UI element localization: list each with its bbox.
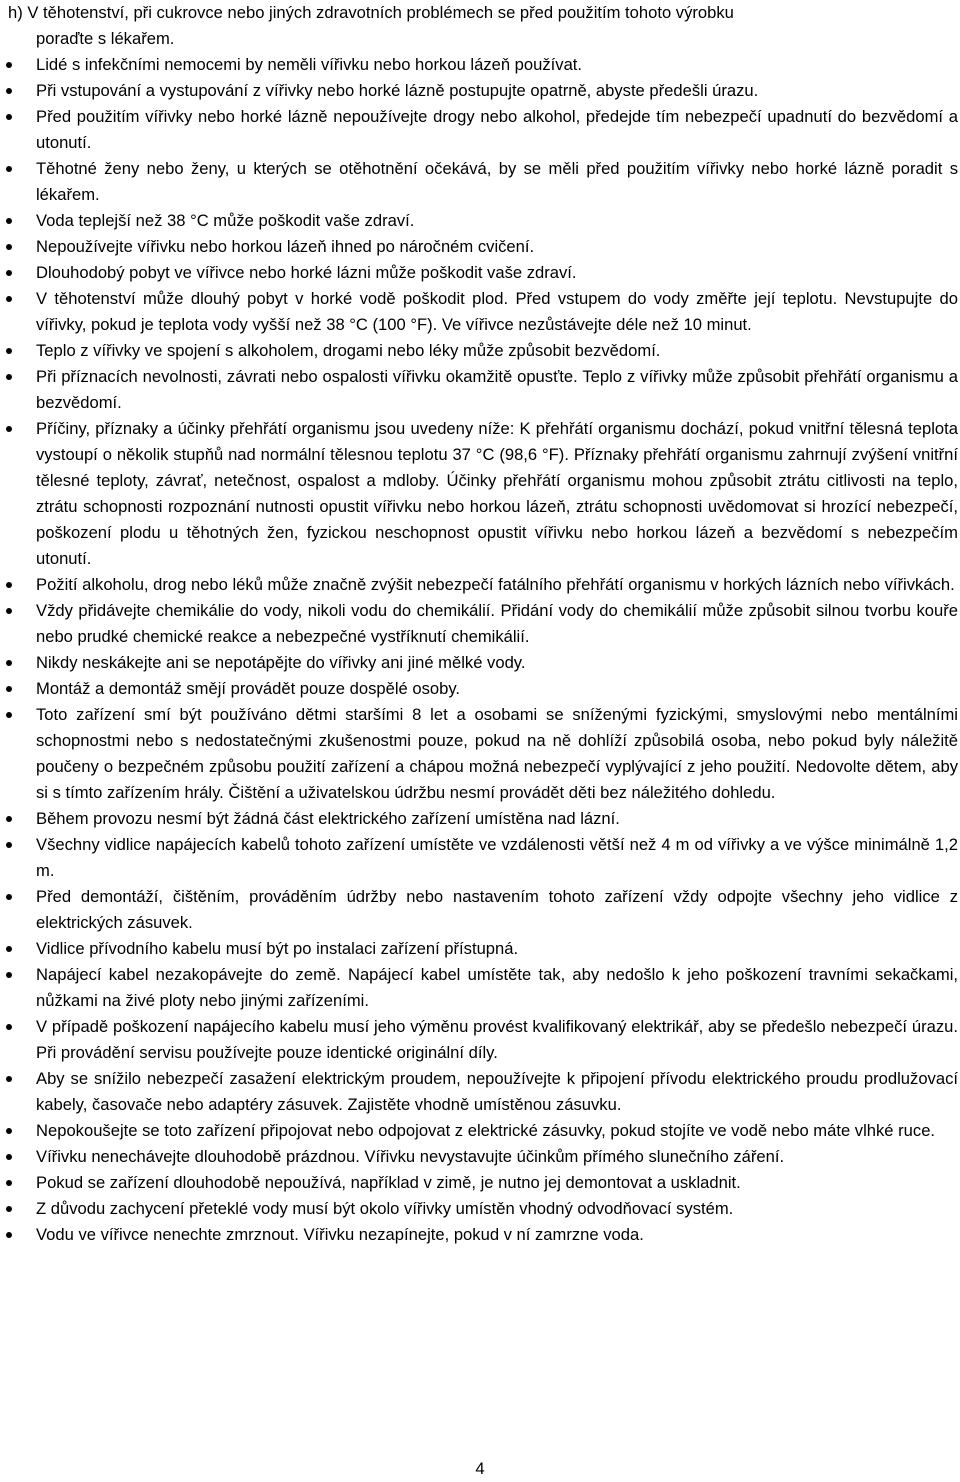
- list-item: Během provozu nesmí být žádná část elektrického zařízení umístěna nad lázní.: [0, 806, 960, 832]
- list-item: Nepokoušejte se toto zařízení připojovat nebo odpojovat z elektrické zásuvky, pokud stojíte ve vodě nebo máte vlhké ruce.: [0, 1118, 960, 1144]
- list-item: Před použitím vířivky nebo horké lázně nepoužívejte drogy nebo alkohol, předejde tím nebezpečí upadnutí do bezvědomí a utonutí.: [0, 104, 960, 156]
- list-item: Nikdy neskákejte ani se nepotápějte do vířivky ani jiné mělké vody.: [0, 650, 960, 676]
- list-item: Aby se snížilo nebezpečí zasažení elektrickým proudem, nepoužívejte k připojení přívodu elektrického proudu prodlužovací kabely, časovače nebo adaptéry zásuvek. Zajistěte vhodně umístěnou zásuvku.: [0, 1066, 960, 1118]
- list-item: Před demontáží, čištěním, prováděním údržby nebo nastavením tohoto zařízení vždy odpojte všechny jeho vidlice z elektrických zásuvek.: [0, 884, 960, 936]
- list-item: Voda teplejší než 38 °C může poškodit vaše zdraví.: [0, 208, 960, 234]
- list-item: V případě poškození napájecího kabelu musí jeho výměnu provést kvalifikovaný elektrikář, aby se předešlo nebezpečí úrazu. Při provádění servisu používejte pouze identické originální díly.: [0, 1014, 960, 1066]
- list-item: Napájecí kabel nezakopávejte do země. Napájecí kabel umístěte tak, aby nedošlo k jeho poškození travními sekačkami, nůžkami na živé ploty nebo jinými zařízeními.: [0, 962, 960, 1014]
- list-item: Vodu ve vířivce nenechte zmrznout. Vířivku nezapínejte, pokud v ní zamrzne voda.: [0, 1222, 960, 1248]
- list-item: Toto zařízení smí být používáno dětmi staršími 8 let a osobami se sníženými fyzickými, smyslovými nebo mentálními schopnostmi nebo s nedostatečnými zkušenostmi pouze, pokud na ně dohlíží způsobilá osoba, nebo pokud byly náležitě poučeny o bezpečném způsobu použití zařízení a chápou možná nebezpečí vyplývající z jeho použití. Nedovolte dětem, aby si s tímto zařízením hrály. Čištění a uživatelskou údržbu nesmí provádět děti bez náležitého dohledu.: [0, 702, 960, 806]
- list-item: Pokud se zařízení dlouhodobě nepoužívá, například v zimě, je nutno jej demontovat a uskladnit.: [0, 1170, 960, 1196]
- list-item: V těhotenství může dlouhý pobyt v horké vodě poškodit plod. Před vstupem do vody změřte její teplotu. Nevstupujte do vířivky, pokud je teplota vody vyšší než 38 °C (100 °F). Ve vířivce nezůstávejte déle než 10 minut.: [0, 286, 960, 338]
- list-item: Při příznacích nevolnosti, závrati nebo ospalosti vířivku okamžitě opusťte. Teplo z vířivky může způsobit přehřátí organismu a bezvědomí.: [0, 364, 960, 416]
- list-item: Požití alkoholu, drog nebo léků může značně zvýšit nebezpečí fatálního přehřátí organismu v horkých lázních nebo vířivkách.: [0, 572, 960, 598]
- list-item: Nepoužívejte vířivku nebo horkou lázeň ihned po náročném cvičení.: [0, 234, 960, 260]
- list-item: Vidlice přívodního kabelu musí být po instalaci zařízení přístupná.: [0, 936, 960, 962]
- intro-line-1: h) V těhotenství, při cukrovce nebo jiných zdravotních problémech se před použitím tohoto výrobku: [8, 3, 734, 22]
- list-item: Montáž a demontáž smějí provádět pouze dospělé osoby.: [0, 676, 960, 702]
- list-item: Těhotné ženy nebo ženy, u kterých se otěhotnění očekává, by se měli před použitím vířivky nebo horké lázně poradit s lékařem.: [0, 156, 960, 208]
- page-number: 4: [475, 1459, 485, 1478]
- list-item: Teplo z vířivky ve spojení s alkoholem, drogami nebo léky může způsobit bezvědomí.: [0, 338, 960, 364]
- list-item: Dlouhodobý pobyt ve vířivce nebo horké lázni může poškodit vaše zdraví.: [0, 260, 960, 286]
- list-item: Při vstupování a vystupování z vířivky nebo horké lázně postupujte opatrně, abyste předešli úrazu.: [0, 78, 960, 104]
- intro-line-2: poraďte s lékařem.: [36, 29, 175, 48]
- list-item: Příčiny, příznaky a účinky přehřátí organismu jsou uvedeny níže: K přehřátí organismu dochází, pokud vnitřní tělesná teplota vystoupí o několik stupňů nad normální tělesnou teplotu 37 °C (98,6 °F). Příznaky přehřátí organismu zahrnují zvýšení vnitřní tělesné teploty, závrať, netečnost, ospalost a mdloby. Účinky přehřátí organismu mohou způsobit ztrátu citlivosti na teplo, ztrátu schopnosti rozpoznání nutnosti opustit vířivku nebo horkou lázeň, ztrátu schopnosti uvědomovat si hrozící nebezpečí, poškození plodu u těhotných žen, fyzickou neschopnost opustit vířivku nebo horkou lázeň a bezvědomí s nebezpečím utonutí.: [0, 416, 960, 572]
- list-item: Z důvodu zachycení přeteklé vody musí být okolo vířivky umístěn vhodný odvodňovací systém.: [0, 1196, 960, 1222]
- intro-paragraph: [8, 0, 958, 52]
- list-item: Vířivku nenechávejte dlouhodobě prázdnou. Vířivku nevystavujte účinkům přímého slunečního záření.: [0, 1144, 960, 1170]
- safety-bullet-list: [0, 52, 960, 1248]
- list-item: Vždy přidávejte chemikálie do vody, nikoli vodu do chemikálií. Přidání vody do chemikálií může způsobit silnou tvorbu kouře nebo prudké chemické reakce a nebezpečné vystříknutí chemikálií.: [0, 598, 960, 650]
- list-item: Lidé s infekčními nemocemi by neměli vířivku nebo horkou lázeň používat.: [0, 52, 960, 78]
- list-item: Všechny vidlice napájecích kabelů tohoto zařízení umístěte ve vzdálenosti větší než 4 m od vířivky a ve výšce minimálně 1,2 m.: [0, 832, 960, 884]
